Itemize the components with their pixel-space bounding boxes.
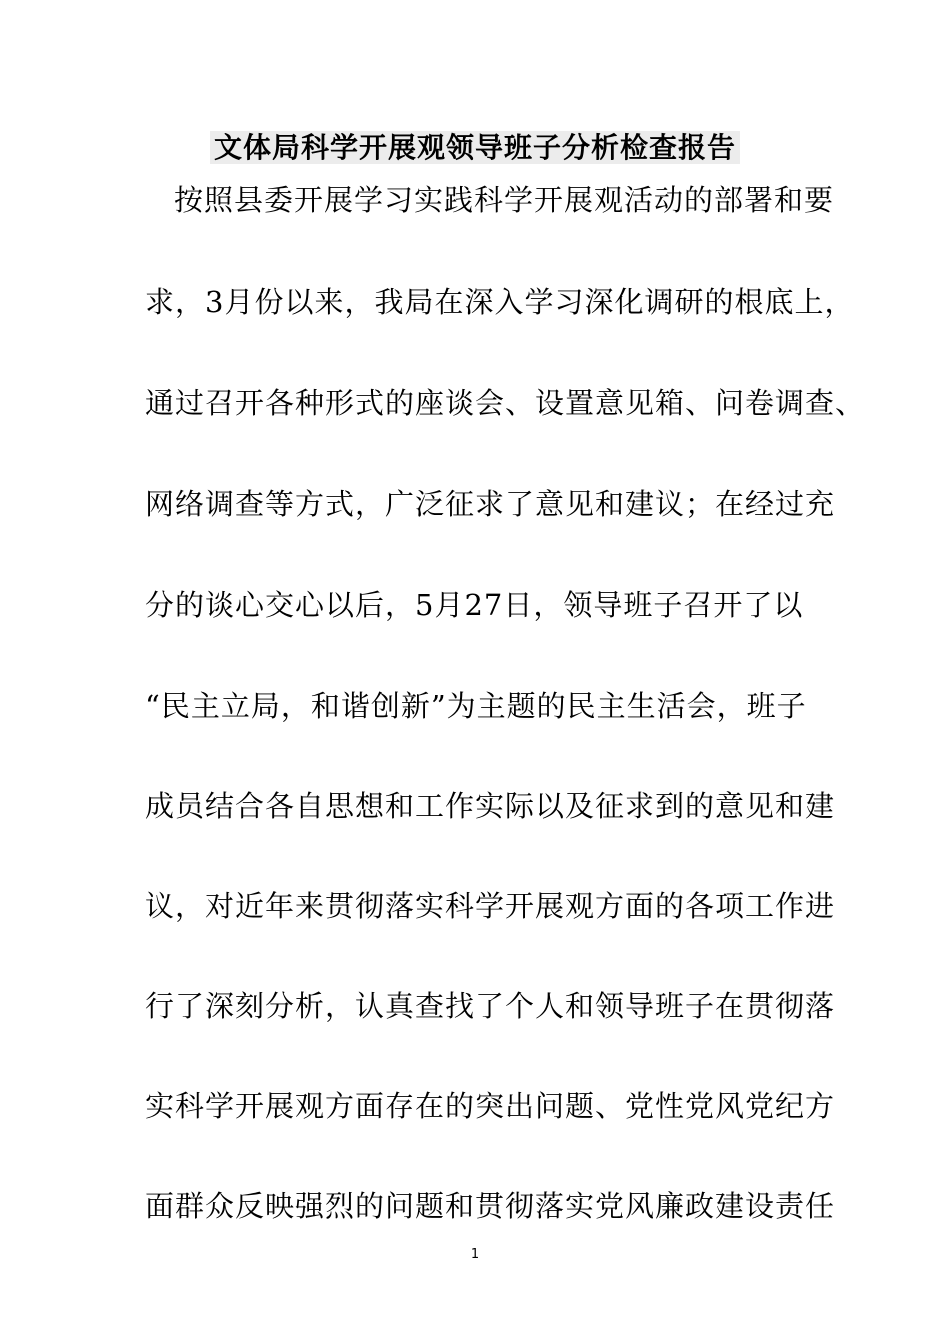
body-line-10: 实科学开展观方面存在的突出问题、党性党风党纪方 [145,1089,836,1123]
page-number: 1 [470,1247,480,1262]
body-line-3: 通过召开各种形式的座谈会、设置意见箱、问卷调查、 [145,386,866,420]
body-line-5: 分的谈心交心以后，5月27日，领导班子召开了以 [145,588,804,622]
body-line-7: 成员结合各自思想和工作实际以及征求到的意见和建 [145,789,836,823]
body-line-4: 网络调查等方式，广泛征求了意见和建议；在经过充 [145,487,836,521]
body-line-2: 求，3月份以来，我局在深入学习深化调研的根底上， [145,285,855,319]
body-line-8: 议，对近年来贯彻落实科学开展观方面的各项工作进 [145,889,836,923]
document-title-text: 文体局科学开展观领导班子分析检查报告 [210,131,740,164]
body-line-1: 按照县委开展学习实践科学开展观活动的部署和要 [174,183,835,217]
body-line-11: 面群众反映强烈的问题和贯彻落实党风廉政建设责任 [145,1189,836,1223]
body-line-9: 行了深刻分析，认真查找了个人和领导班子在贯彻落 [145,989,836,1023]
body-line-6: “民主立局，和谐创新”为主题的民主生活会，班子 [145,689,807,723]
document-title [0,128,950,168]
